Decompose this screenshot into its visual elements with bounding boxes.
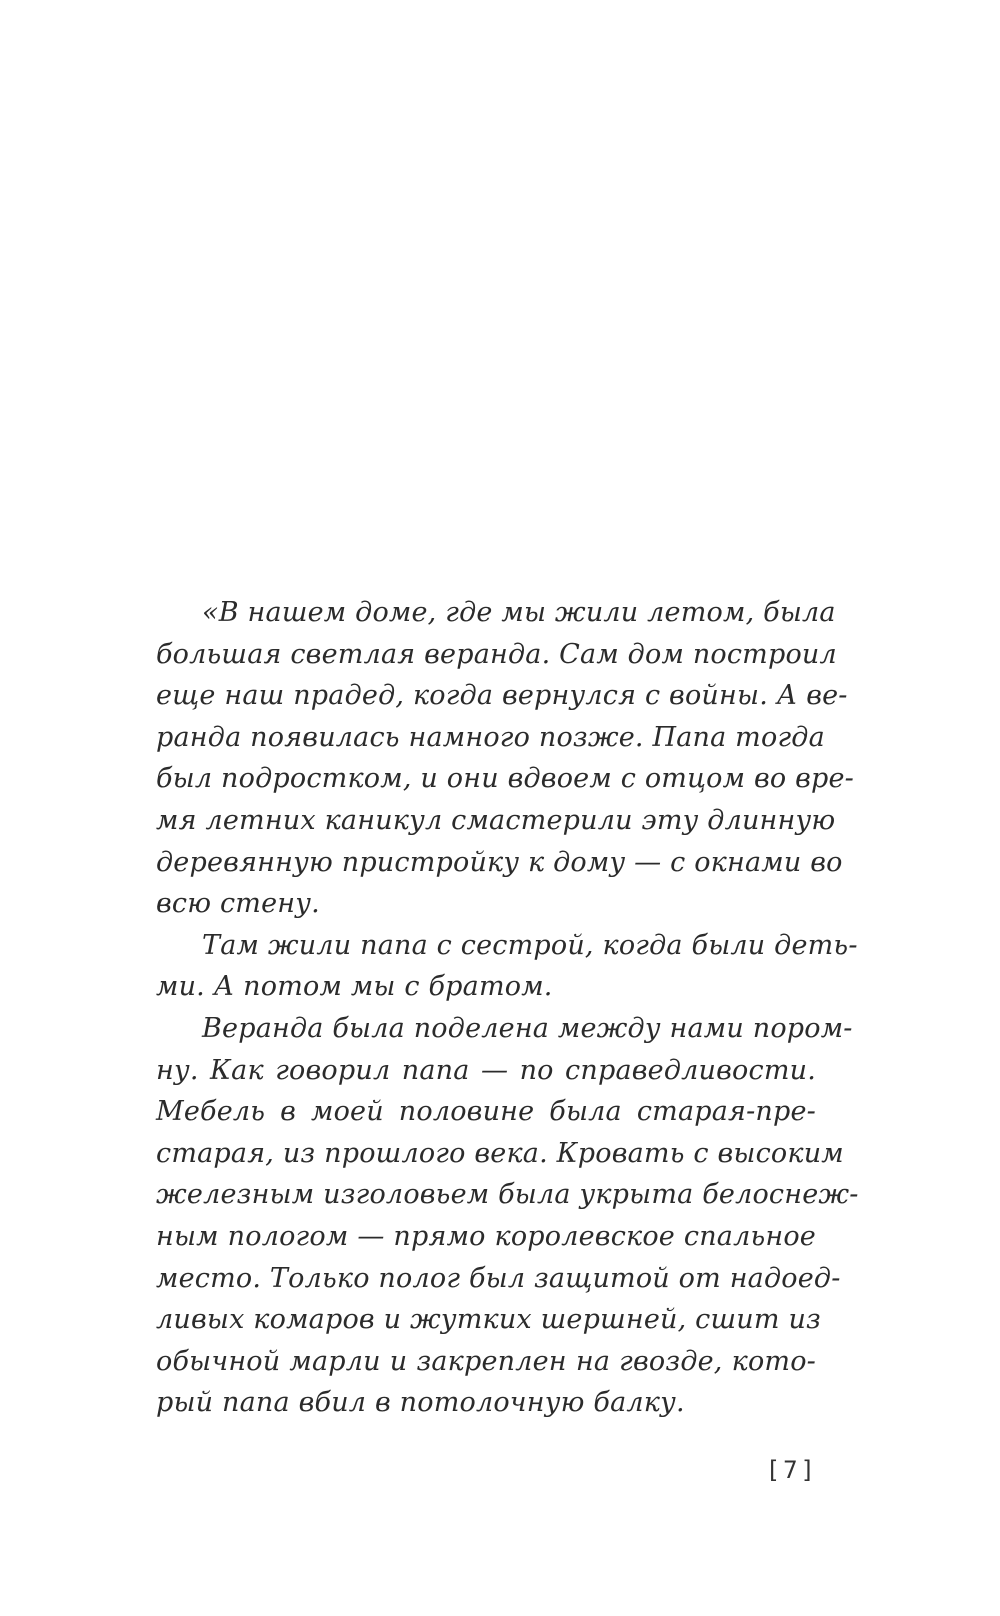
- text-line: мя летних каникул смастерили эту длинную: [156, 804, 836, 836]
- text-line: еще наш прадед, когда вернулся с войны. А ве-: [156, 680, 848, 712]
- text-line: рый папа вбил в потолочную балку.: [156, 1387, 685, 1419]
- text-line: железным изголовьем была укрыта белоснеж-: [156, 1179, 859, 1211]
- text-line: ми. А потом мы с братом.: [156, 971, 553, 1003]
- text-line: был подростком, и они вдвоем с отцом во вре-: [156, 763, 854, 795]
- text-line: Там жили папа с сестрой, когда были деть-: [202, 929, 858, 961]
- text-line: место. Только полог был защитой от надоед-: [156, 1262, 841, 1294]
- text-line: Веранда была поделена между нами пором-: [202, 1012, 853, 1044]
- text-line: Мебель в моей половине была старая-пре-: [156, 1096, 816, 1128]
- text-line: всю стену.: [156, 888, 320, 920]
- text-line: ранда появилась намного позже. Папа тогда: [156, 721, 825, 753]
- text-line: старая, из прошлого века. Кровать с высоким: [156, 1137, 844, 1169]
- text-line: «В нашем доме, где мы жили летом, была: [202, 597, 836, 628]
- page-number: [7]: [765, 1456, 818, 1484]
- text-line: ным пологом — прямо королевское спальное: [156, 1220, 816, 1252]
- text-line: обычной марли и закреплен на гвозде, кото-: [156, 1345, 816, 1377]
- body-text: [156, 592, 859, 1424]
- text-line: ливых комаров и жутких шершней, сшит из: [156, 1304, 821, 1336]
- text-line: деревянную пристройку к дому — с окнами во: [156, 846, 843, 878]
- text-line: ну. Как говорил папа — по справедливости.: [156, 1054, 816, 1086]
- text-line: большая светлая веранда. Сам дом построил: [156, 638, 837, 670]
